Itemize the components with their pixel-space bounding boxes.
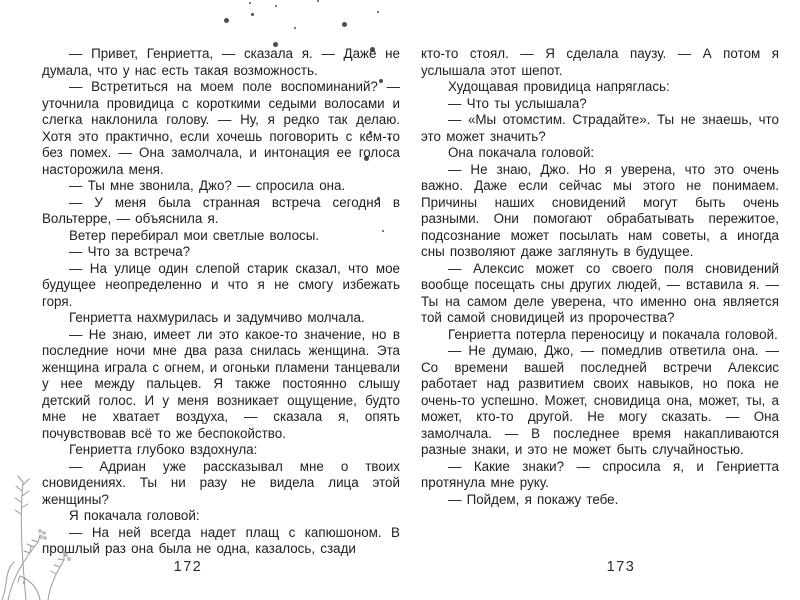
paragraph: — Пойдем, я покажу тебе. bbox=[448, 491, 619, 507]
paragraph: — Встретиться на моем поле воспоминаний? — уточнила провидица с короткими седыми волосами и слегка наклонила голову. — Ну, я редко так делаю. Хотя это практично, если хочешь поговорить с кем-то без помех. — Она замолчала, и интонация ее голоса насторожила меня. bbox=[42, 79, 400, 177]
star-dot bbox=[251, 13, 254, 16]
paragraph: — Какие знаки? — спросила я, и Генриетта протянула мне руку. bbox=[421, 458, 779, 490]
star-dot bbox=[377, 11, 379, 13]
left-page-number: 172 bbox=[173, 559, 203, 575]
paragraph: — Алексис может со своего поля сновидений вообще посещать сны других людей, — вставила я. — Ты на самом деле уверена, что именно она является той самой сновидицей из пророчества? bbox=[421, 260, 779, 325]
paragraph: Она покачала головой: bbox=[448, 145, 595, 160]
star-dot bbox=[275, 5, 277, 7]
paragraph: Я покачала головой: bbox=[69, 508, 200, 523]
paragraph: Худощавая провидица напряглась: bbox=[448, 79, 670, 94]
paragraph: — Адриан уже рассказывал мне о твоих сновидениях. Ты ни разу не видела лица этой женщины? bbox=[42, 458, 400, 507]
right-page-number: 173 bbox=[606, 559, 636, 575]
star-dot bbox=[317, 0, 319, 2]
star-dot bbox=[249, 2, 251, 4]
paragraph: — Что ты услышала? bbox=[448, 95, 587, 111]
paragraph: — Не думаю, Джо, — помедлив ответила она. — Со времени вашей последней встречи Алексис работает над развитием своих навыков, но пока не очень-то успешно. Может, сновидица она, может, ты, а может, кто-то другой. Не могу сказать. — Она замолчала. — В последнее время накапливаются разные знаки, и это не может быть случайностью. bbox=[421, 343, 779, 457]
paragraph: — Ты мне звонила, Джо? — спросила она. bbox=[69, 178, 346, 193]
paragraph: — На улице один слепой старик сказал, что мое будущее неопределенно и что я не смогу избежать горя. bbox=[42, 260, 400, 309]
paragraph: Генриетта нахмурилась и задумчиво молчала. bbox=[69, 310, 365, 325]
paragraph: — У меня была странная встреча сегодня в Вольтерре, — объяснила я. bbox=[42, 194, 400, 226]
left-page-text bbox=[42, 46, 400, 560]
right-page-text bbox=[421, 46, 779, 560]
botanical-sketch-icon bbox=[0, 468, 72, 600]
paragraph: Генриетта глубоко вздохнула: bbox=[69, 442, 258, 457]
paragraph: — Привет, Генриетта, — сказала я. — Даже не думала, что у нас есть такая возможность. bbox=[42, 46, 400, 78]
paragraph: — «Мы отомстим. Страдайте». Ты не знаешь, что это может значить? bbox=[421, 112, 779, 144]
paragraph: — Не знаю, имеет ли это какое-то значение, но в последние ночи мне два раза снилась женщина. Эта женщина играла с огнем, и огоньки пламени танцевали у нее между пальцев. Я также постоянно слышу детский голос. И у меня возникает ощущение, будто мне не хватает воздуха, — сказала я, опять почувствовав всё то же беспокойство. bbox=[42, 326, 400, 441]
paragraph: — Что за встреча? bbox=[69, 244, 191, 259]
star-dot bbox=[224, 18, 229, 23]
star-dot bbox=[294, 27, 296, 29]
paragraph: Генриетта потерла переносицу и покачала головой. bbox=[448, 326, 778, 342]
paragraph: Ветер перебирал мои светлые волосы. bbox=[69, 227, 320, 243]
paragraph: кто-то стоял. — Я сделала паузу. — А потом я услышала этот шепот. bbox=[421, 46, 779, 78]
paragraph: — На ней всегда надет плащ с капюшоном. В прошлый раз она была не одна, казалось, сзади bbox=[42, 524, 400, 556]
paragraph: — Не знаю, Джо. Но я уверена, что это очень важно. Даже если сейчас мы этого не понимаем. Причины наших сновидений могут быть очень разными. Они помогают обрабатывать пережитое, подсознание может посылать нам советы, а иногда сны позволяют даже заглянуть в будущее. bbox=[421, 161, 779, 259]
star-dot bbox=[342, 22, 347, 27]
